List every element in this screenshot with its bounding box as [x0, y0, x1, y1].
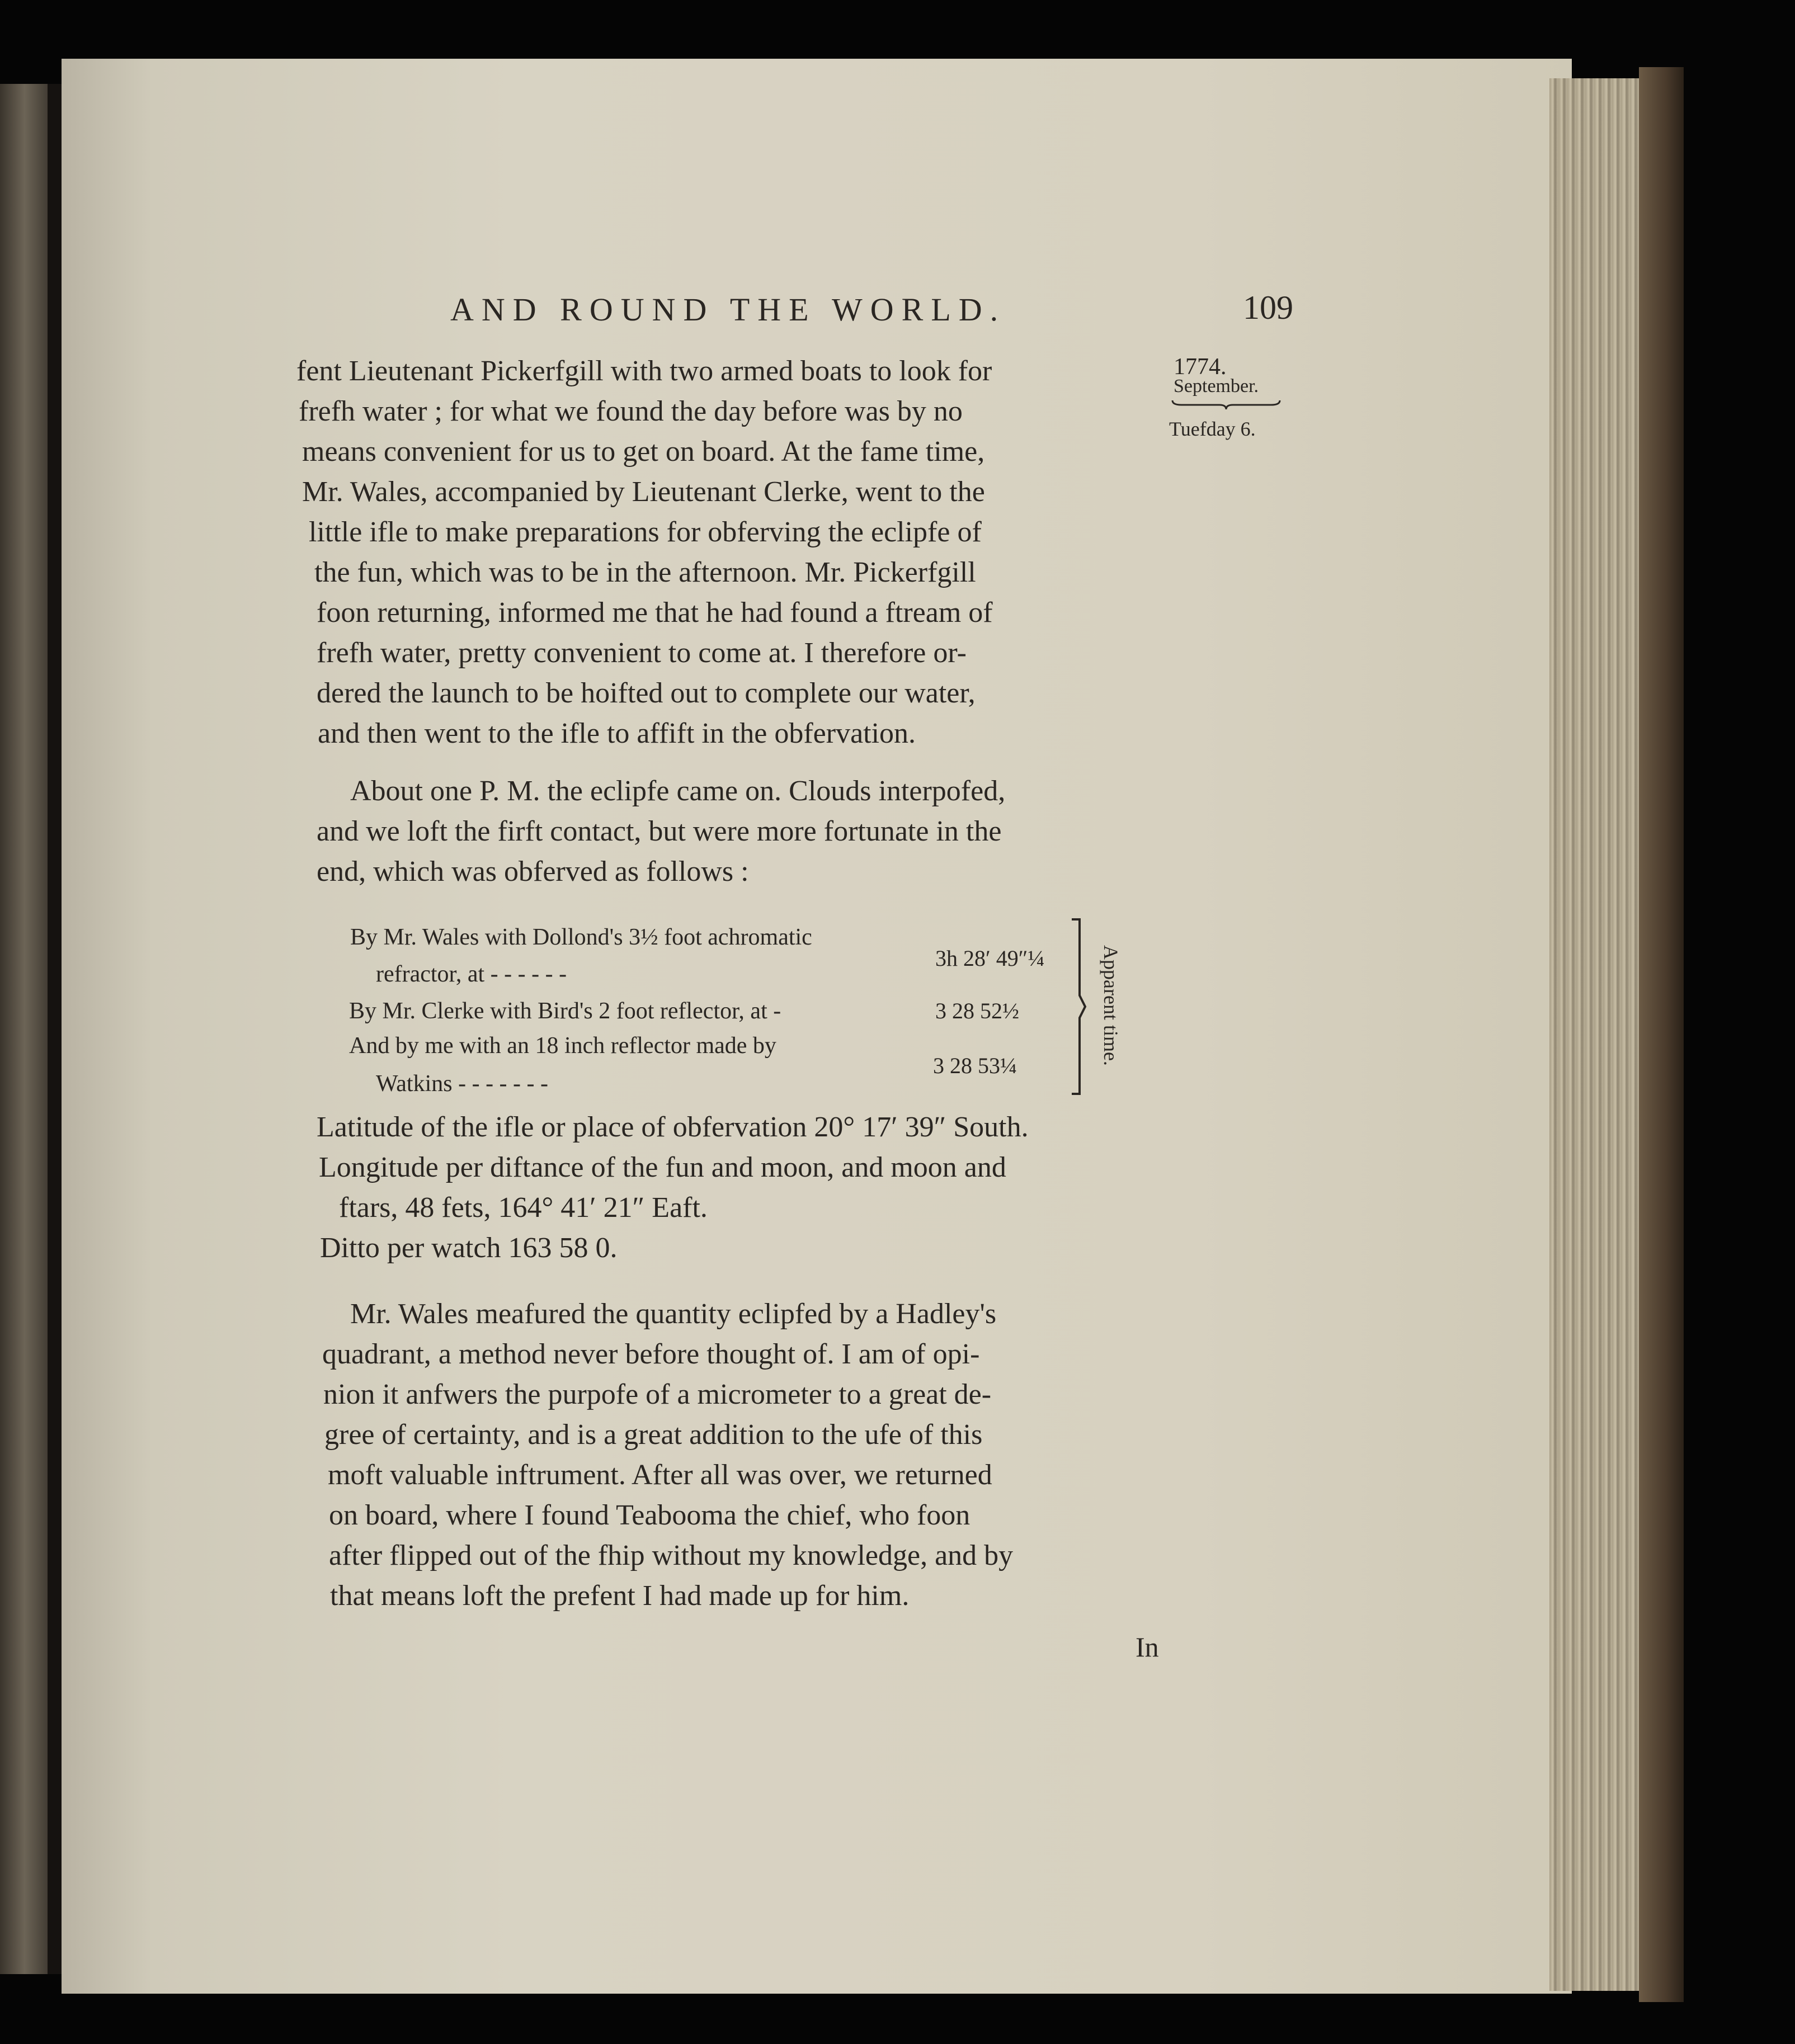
- line-text: moft valuable inftrument. After all was over, we returned: [328, 1459, 992, 1491]
- text-line: [0, 555, 1795, 594]
- line-text: quadrant, a method never before thought of. I am of opi-: [322, 1338, 980, 1370]
- line-text: gree of certainty, and is a great addition to the ufe of this: [324, 1419, 983, 1451]
- line-text: About one P. M. the eclipfe came on. Clouds interpofed,: [350, 775, 1006, 807]
- line-text: nion it anfwers the purpofe of a micrometer to a great de-: [323, 1379, 992, 1410]
- text-line: [0, 1110, 1795, 1149]
- margin-note-year: 1774.: [1174, 354, 1227, 380]
- observation-line: By Mr. Clerke with Bird's 2 foot reflector, at -: [349, 998, 781, 1024]
- line-text: dered the launch to be hoifted out to complete our water,: [317, 677, 976, 709]
- observation-time: 3h 28′ 49″¼: [935, 946, 1045, 971]
- apparent-time-label: [1099, 945, 1127, 1079]
- text-line: [0, 1498, 1795, 1537]
- text-line: [0, 1150, 1795, 1189]
- line-text: after flipped out of the fhip without my knowledge, and by: [329, 1540, 1014, 1571]
- text-line: [0, 635, 1795, 674]
- line-text: Mr. Wales meafured the quantity eclipfed by a Hadley's: [350, 1298, 997, 1330]
- observation-time: 3 28 53¼: [933, 1053, 1017, 1078]
- text-line: [0, 514, 1795, 554]
- text-line: [0, 1457, 1795, 1497]
- line-text: frefh water ; for what we found the day before was by no: [299, 395, 963, 427]
- line-text: the fun, which was to be in the afternoon. Mr. Pickerfgill: [314, 556, 976, 588]
- text-line: [0, 676, 1795, 715]
- line-text: foon returning, informed me that he had found a ftream of: [317, 597, 993, 629]
- text-line: [0, 434, 1795, 473]
- text-line: [0, 353, 1795, 393]
- line-text: ftars, 48 fets, 164° 41′ 21″ Eaft.: [339, 1192, 708, 1224]
- observation-brace: [1068, 917, 1091, 1096]
- text-line: [0, 1190, 1795, 1229]
- text-line: [0, 1377, 1795, 1416]
- text-line: [0, 1337, 1795, 1376]
- line-text: Ditto per watch 163 58 0.: [320, 1232, 618, 1264]
- page: [62, 59, 1572, 1994]
- line-text: on board, where I found Teabooma the chief, who foon: [329, 1499, 970, 1531]
- running-head: AND ROUND THE WORLD.: [450, 291, 1006, 328]
- text-line: [0, 1538, 1795, 1577]
- line-text: Longitude per diftance of the fun and moon, and moon and: [319, 1151, 1006, 1183]
- text-line: [0, 474, 1795, 513]
- margin-note-month: September.: [1174, 376, 1259, 396]
- line-text: fent Lieutenant Pickerfgill with two armed boats to look for: [296, 355, 992, 387]
- catchword: In: [1136, 1631, 1159, 1663]
- text-line: [0, 716, 1795, 755]
- observation-line: refractor, at - - - - - -: [376, 961, 567, 987]
- text-line: [0, 1230, 1795, 1269]
- page-number: 109: [1243, 289, 1293, 326]
- text-line: [0, 854, 1795, 893]
- line-text: end, which was obferved as follows :: [317, 856, 749, 888]
- text-line: [0, 1417, 1795, 1456]
- line-text: means convenient for us to get on board. At the fame time,: [302, 436, 985, 468]
- line-text: little ifle to make preparations for obferving the eclipfe of: [309, 516, 982, 548]
- text-line: [0, 394, 1795, 433]
- line-text: Latitude of the ifle or place of obfervation 20° 17′ 39″ South.: [317, 1111, 1029, 1143]
- text-line: [0, 1296, 1795, 1335]
- observation-line: And by me with an 18 inch reflector made by: [349, 1033, 776, 1059]
- text-line: [0, 814, 1795, 853]
- text-line: [0, 595, 1795, 634]
- line-text: and then went to the ifle to affift in the obfervation.: [318, 717, 916, 749]
- observation-time: 3 28 52½: [935, 998, 1019, 1023]
- text-line: [0, 773, 1795, 813]
- observation-line: By Mr. Wales with Dollond's 3½ foot achromatic: [350, 924, 812, 950]
- line-text: that means loft the prefent I had made up for him.: [330, 1580, 910, 1612]
- line-text: Mr. Wales, accompanied by Lieutenant Clerke, went to the: [302, 476, 985, 508]
- apparent-time-text: Apparent time.: [1100, 945, 1122, 1066]
- margin-note-day: Tuefday 6.: [1169, 418, 1256, 440]
- observation-line: Watkins - - - - - - -: [376, 1071, 549, 1097]
- line-text: frefh water, pretty convenient to come at. I therefore or-: [317, 637, 967, 669]
- line-text: and we loft the firft contact, but were more fortunate in the: [317, 815, 1002, 847]
- text-line: [0, 1578, 1795, 1617]
